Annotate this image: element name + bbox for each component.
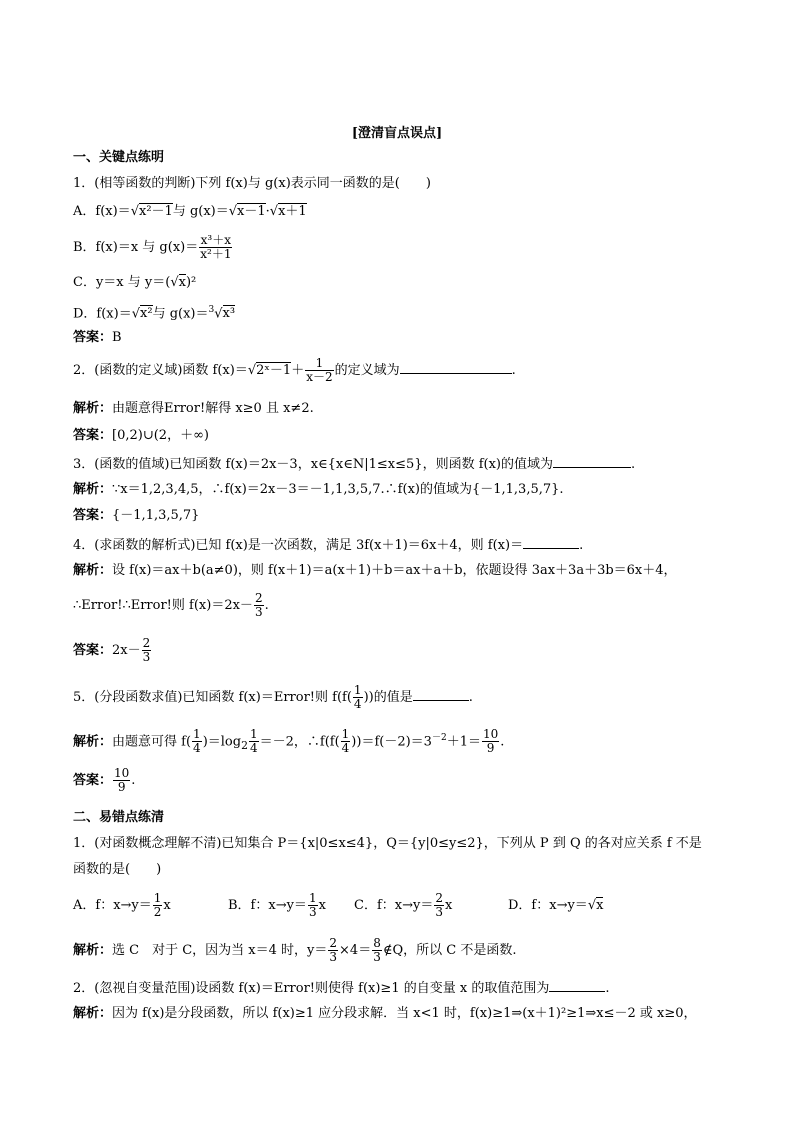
s2-q1-option-c: C．f：x→y＝ $\frac{2}{3}$ x (354, 891, 453, 919)
q4-analysis: 解析：设 f(x)＝ax＋b(a≠0)，则 f(x＋1)＝a(x＋1)＋b＝ax＋a＋b，依题设得 3ax＋3a＋3b＝6x＋4， (73, 563, 677, 578)
s2-q1-option-a: A．f：x→y＝ $\frac{1}{2}$ x (73, 891, 171, 919)
s2-q1-analysis: 解析：选 C 对于 C，因为当 x＝4 时，y＝ $\frac{2}{3}$ ×4＝ $\frac{8}{3}$ ∉Q，所以 C 不是函数. (73, 936, 517, 964)
q1-option-c: C．y＝x 与 y＝(√x)² (73, 275, 197, 290)
q3-answer: 答案：{－1,1,3,5,7} (73, 508, 200, 523)
s2-question-1-line2: 函数的是( ) (73, 862, 162, 877)
q1-option-d: D．f(x)＝√x²与 g(x)＝$^3$√x³ (73, 305, 236, 322)
q1-option-b: B．f(x)＝x 与 g(x)＝ $\frac{\text{x³＋x}}{\text{x²＋1}}$ (73, 233, 232, 261)
q2-analysis: 解析：由题意得Error!解得 x≥0 且 x≠2. (73, 401, 314, 416)
question-5-stem: 5．(分段函数求值)已知函数 f(x)＝Error!则 f(f( $\frac{1}{4}$ ))的值是 . (73, 683, 473, 711)
q5-answer: 答案： $\frac{10}{9}$ . (73, 766, 136, 794)
q2-answer: 答案：[0,2)∪(2，＋∞) (73, 428, 209, 443)
section-heading-2: 二、易错点练清 (73, 810, 165, 825)
s2-q1-option-d: D．f：x→y＝√x (508, 898, 604, 913)
q1-answer: 答案：B (73, 330, 122, 345)
s2-question-1-line1: 1．(对函数概念理解不清)已知集合 P＝{x|0≤x≤4}，Q＝{y|0≤y≤2}，下列从 P 到 Q 的各对应关系 f 不是 (73, 836, 702, 851)
section-heading-1: 一、关键点练明 (73, 150, 165, 165)
q3-analysis: 解析：∵x＝1,2,3,4,5，∴f(x)＝2x－3＝－1,1,3,5,7.∴f(x)的值域为{－1,1,3,5,7}. (73, 482, 564, 497)
q1-option-a: A．f(x)＝√x²－1与 g(x)＝√x－1·√x＋1 (73, 204, 307, 219)
q4-answer: 答案：2x－ $\frac{2}{3}$ (73, 636, 151, 664)
q4-analysis-line2: ∴Error!∴Error!则 f(x)＝2x－ $\frac{2}{3}$ . (73, 591, 269, 619)
q5-analysis: 解析：由题意可得 f( $\frac{1}{4}$ )$=\log_2$ $\frac{1}{4}$ ＝－2，∴f(f( $\frac{1}{4}$ ))$=f(-2)=3^{-2}+1=$ $\frac{10}{9}$ . (73, 727, 505, 756)
question-3-stem: 3．(函数的值域)已知函数 f(x)＝2x－3，x∈{x∈N|1≤x≤5}，则函数 f(x)的值域为 . (73, 457, 636, 472)
s2-q2-analysis: 解析：因为 f(x)是分段函数，所以 f(x)≥1 应分段求解．当 x<1 时，f(x)≥1⇒(x＋1)²≥1⇒x≤－2 或 x≥0， (73, 1006, 697, 1021)
s2-q1-option-b: B．f：x→y＝ $\frac{1}{3}$ x (228, 891, 326, 919)
question-1-stem: 1．(相等函数的判断)下列 f(x)与 g(x)表示同一函数的是( ) (73, 176, 431, 191)
question-4-stem: 4．(求函数的解析式)已知 f(x)是一次函数，满足 3f(x＋1)＝6x＋4，则 f(x)＝ . (73, 538, 584, 553)
question-2-stem: 2．(函数的定义域)函数 f(x)＝√2ˣ－1＋ $\frac{1}{x-2}$ 的定义域为 . (73, 356, 516, 384)
page-title: [澄清盲点误点] (351, 126, 443, 141)
s2-question-2-stem: 2．(忽视自变量范围)设函数 f(x)＝Error!则使得 f(x)≥1 的自变量 x 的取值范围为 . (73, 981, 610, 996)
